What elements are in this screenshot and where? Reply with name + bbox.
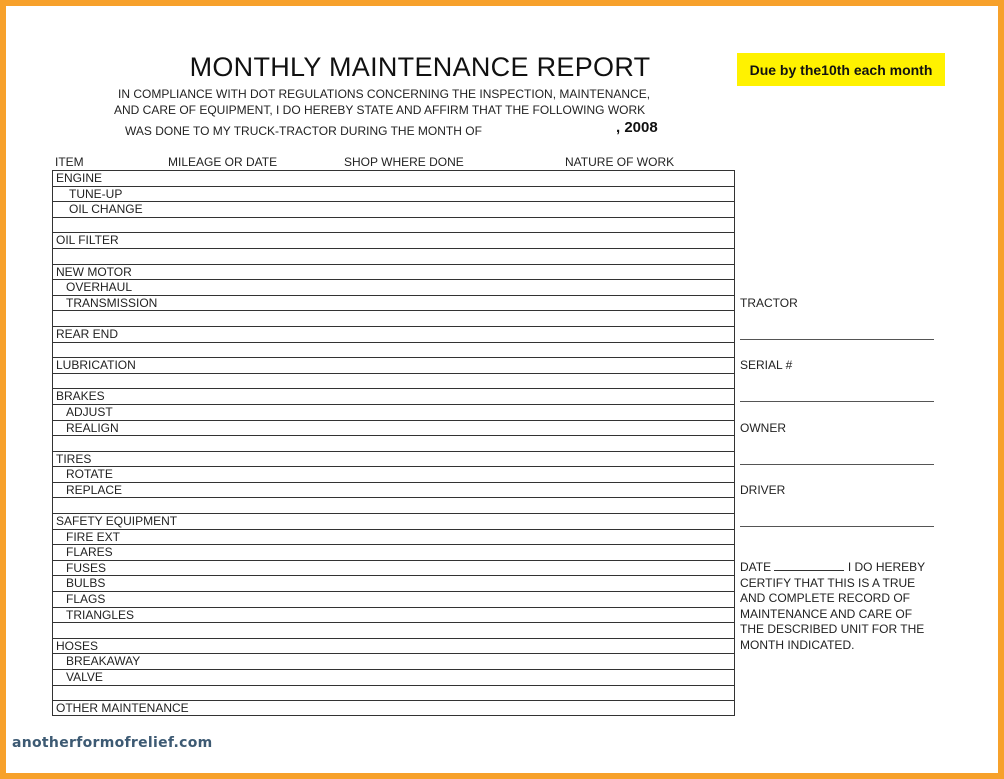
table-row[interactable]: OTHER MAINTENANCE — [56, 701, 189, 716]
serial-line[interactable] — [740, 401, 934, 402]
cert-line-5: THE DESCRIBED UNIT FOR THE — [740, 622, 925, 637]
table-row[interactable]: NEW MOTOR — [53, 265, 734, 281]
certification-block — [740, 560, 940, 654]
table-row[interactable]: FLAGS — [53, 592, 734, 608]
table-row[interactable]: TRANSMISSION — [53, 296, 734, 312]
owner-label: OWNER — [740, 421, 786, 435]
cert-date-label: DATE — [740, 560, 772, 574]
cert-line-6: MONTH INDICATED. — [740, 637, 855, 652]
table-row[interactable]: TIRES — [53, 452, 734, 468]
table-row[interactable] — [53, 311, 734, 327]
table-row[interactable] — [53, 218, 734, 234]
table-row[interactable]: REALIGN — [53, 421, 734, 437]
intro-line-2: AND CARE OF EQUIPMENT, I DO HEREBY STATE AND AFFIRM THAT THE FOLLOWING WORK — [114, 103, 646, 117]
table-row[interactable]: HOSES — [53, 639, 734, 655]
intro-line-1: IN COMPLIANCE WITH DOT REGULATIONS CONCERNING THE INSPECTION, MAINTENANCE, — [118, 87, 651, 101]
driver-label: DRIVER — [740, 483, 786, 497]
driver-line[interactable] — [740, 526, 934, 527]
cert-date-blank[interactable] — [774, 560, 844, 571]
tractor-label: TRACTOR — [740, 296, 798, 310]
maintenance-table — [52, 170, 735, 716]
table-row[interactable]: BULBS — [53, 576, 734, 592]
table-row[interactable]: LUBRICATION — [53, 358, 734, 374]
table-row[interactable]: OIL FILTER — [53, 233, 734, 249]
owner-line[interactable] — [740, 464, 934, 465]
cert-line-3: AND COMPLETE RECORD OF — [740, 591, 911, 606]
column-item: ITEM — [55, 155, 84, 169]
table-row[interactable]: BREAKAWAY — [53, 654, 734, 670]
table-row[interactable]: BRAKES — [53, 389, 734, 405]
serial-label: SERIAL # — [740, 358, 793, 372]
table-row[interactable]: SAFETY EQUIPMENT — [53, 514, 734, 530]
due-note: Due by the10th each month — [737, 53, 945, 86]
column-nature: NATURE OF WORK — [565, 155, 675, 169]
table-row[interactable]: FLARES — [53, 545, 734, 561]
cert-line-1-rest: I DO HEREBY — [847, 560, 926, 574]
table-row[interactable] — [53, 436, 734, 452]
table-row[interactable]: TRIANGLES — [53, 608, 734, 624]
column-shop: SHOP WHERE DONE — [344, 155, 464, 169]
table-row[interactable]: OVERHAUL — [53, 280, 734, 296]
table-row[interactable] — [53, 249, 734, 265]
watermark: anotherformofrelief.com — [12, 735, 213, 751]
table-row[interactable]: OIL CHANGE — [53, 202, 734, 218]
table-row[interactable]: REAR END — [53, 327, 734, 343]
cert-line-1 — [740, 560, 940, 576]
table-row[interactable]: ROTATE — [53, 467, 734, 483]
table-row[interactable] — [53, 498, 734, 514]
report-title: MONTHLY MAINTENANCE REPORT — [189, 52, 651, 82]
table-row[interactable]: REPLACE — [53, 483, 734, 499]
table-row[interactable]: VALVE — [53, 670, 734, 686]
table-row[interactable]: TUNE-UP — [53, 187, 734, 203]
table-row[interactable]: FUSES — [53, 561, 734, 577]
report-year: , 2008 — [616, 119, 658, 136]
column-mileage: MILEAGE OR DATE — [168, 155, 278, 169]
table-row[interactable] — [53, 623, 734, 639]
cert-line-4: MAINTENANCE AND CARE OF — [740, 606, 913, 621]
table-row[interactable] — [53, 374, 734, 390]
table-row[interactable]: ADJUST — [53, 405, 734, 421]
table-row[interactable]: FIRE EXT — [53, 530, 734, 546]
table-row[interactable] — [53, 343, 734, 359]
intro-line-3: WAS DONE TO MY TRUCK-TRACTOR DURING THE MONTH OF — [125, 124, 482, 138]
table-row[interactable]: ENGINE — [53, 171, 734, 187]
tractor-line[interactable] — [740, 339, 934, 340]
table-row[interactable] — [53, 686, 734, 702]
cert-line-2: CERTIFY THAT THIS IS A TRUE — [740, 575, 916, 590]
